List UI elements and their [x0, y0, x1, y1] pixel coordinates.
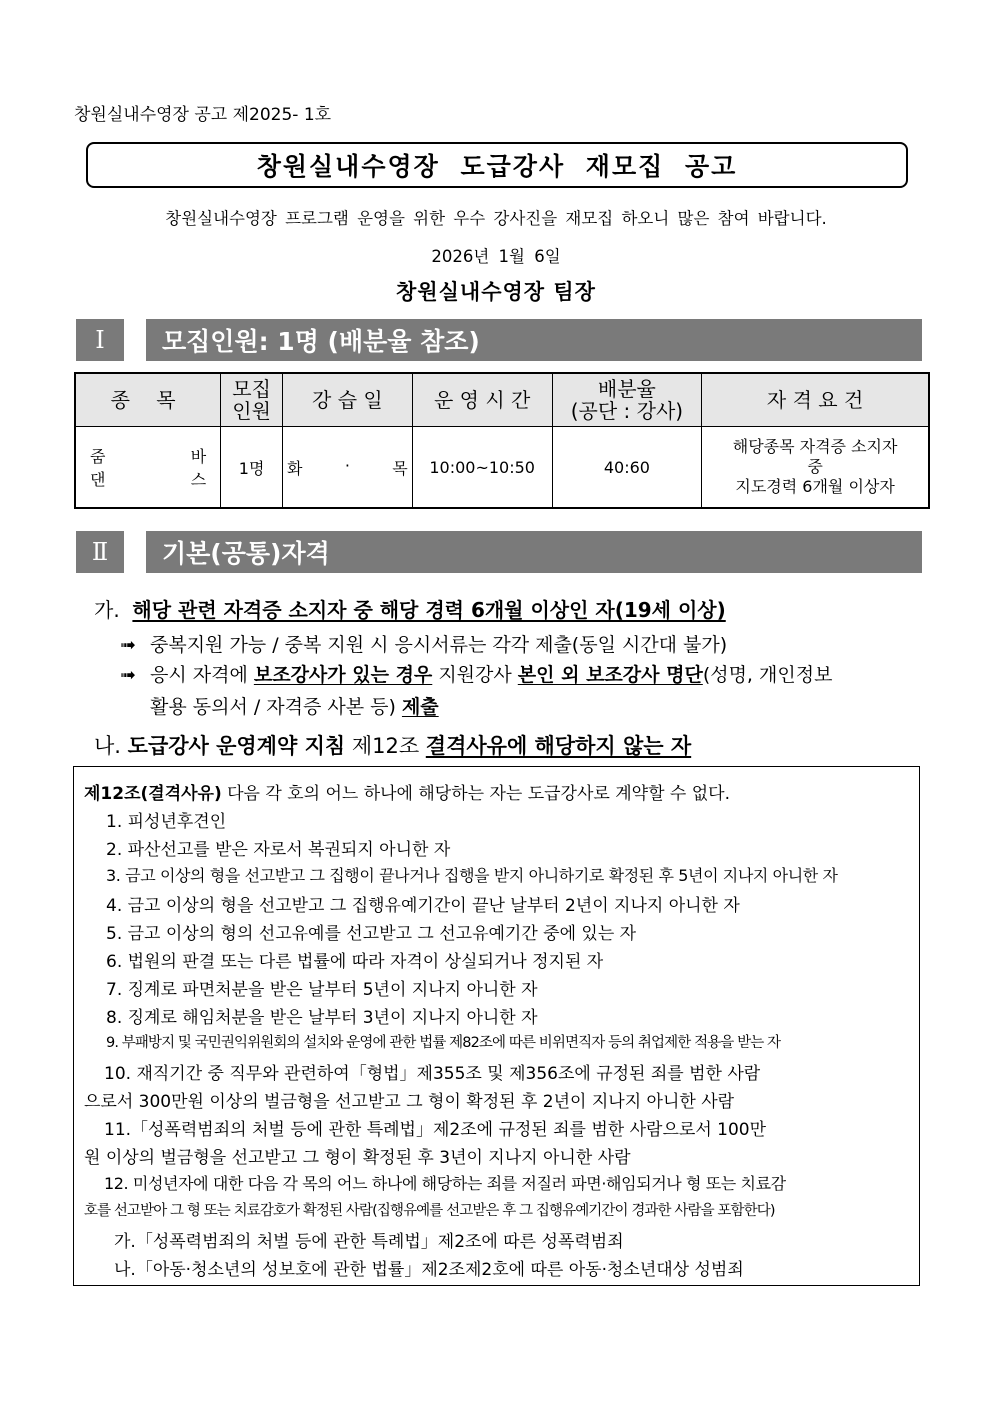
bullet-1: ➟ 중복지원 가능 / 중복 지원 시 응시서류는 각각 제출(동일 시간대 불가)	[120, 634, 728, 656]
rule-item: 나.「아동·청소년의 성보호에 관한 법률」제2조제2호에 따른 아동·청소년대상 성범죄	[114, 1260, 744, 1280]
rule-item: 1. 피성년후견인	[106, 812, 227, 832]
rule-item: 원 이상의 벌금형을 선고받고 그 형이 확정된 후 3년이 지나지 아니한 사람	[84, 1148, 631, 1168]
header-hours: 운 영 시 간	[412, 373, 552, 427]
rule-item: 9. 부패방지 및 국민권익위원회의 설치와 운영에 관한 법률 제82조에 따른 비위면직자 등의 취업제한 적용을 받는 자	[106, 1035, 781, 1051]
arrow-right-icon: ➟	[120, 664, 136, 686]
cell-days: 화 · 목	[283, 427, 413, 509]
qualification-ga: 가. 해당 관련 자격증 소지자 중 해당 경력 6개월 이상인 자(19세 이상)	[94, 598, 726, 622]
disqualification-rules-box	[73, 766, 920, 1286]
bullet-2-continued: 활용 동의서 / 자격증 사본 등) 제출	[150, 696, 439, 718]
cell-hours: 10:00~10:50	[412, 427, 552, 509]
header-sport: 종 목	[75, 373, 221, 427]
section-1-number: Ⅰ	[76, 319, 124, 361]
rules-heading: 제12조(결격사유) 다음 각 호의 어느 하나에 해당하는 자는 도급강사로 계약할 수 없다.	[84, 784, 730, 804]
header-ratio: 배분율 (공단 : 강사)	[552, 373, 702, 427]
cell-ratio: 40:60	[552, 427, 702, 509]
rule-item: 4. 금고 이상의 형을 선고받고 그 집행유예기간이 끝난 날부터 2년이 지나지 아니한 자	[106, 896, 740, 916]
rule-item: 10. 재직기간 중 직무와 관련하여「형법」제355조 및 제356조에 규정된 죄를 범한 사람	[104, 1064, 761, 1084]
rule-item: 12. 미성년자에 대한 다음 각 목의 어느 하나에 해당하는 죄를 저질러 파면·해임되거나 형 또는 치료감	[104, 1174, 786, 1193]
notice-number: 창원실내수영장 공고 제2025- 1호	[74, 105, 332, 125]
intro-text: 창원실내수영장 프로그램 운영을 위한 우수 강사진을 재모집 하오니 많은 참여 바랍니다.	[165, 209, 827, 228]
signer: 창원실내수영장 팀장	[396, 280, 596, 304]
section-2-title: 기본(공통)자격	[146, 531, 922, 573]
qualification-na: 나. 도급강사 운영계약 지침 제12조 결격사유에 해당하지 않는 자	[94, 734, 692, 758]
rule-item: 6. 법원의 판결 또는 다른 법률에 따라 자격이 상실되거나 정지된 자	[106, 952, 604, 972]
page-title: 창원실내수영장 도급강사 재모집 공고	[86, 142, 908, 188]
cell-count: 1명	[221, 427, 283, 509]
rule-item: 호를 선고받아 그 형 또는 치료감호가 확정된 사람(집행유예를 선고받은 후 그 집행유예기간이 경과한 사람을 포함한다)	[84, 1203, 775, 1219]
cell-qual: 해당종목 자격증 소지자 중 지도경력 6개월 이상자	[702, 427, 929, 509]
arrow-right-icon: ➟	[120, 634, 136, 656]
rule-item: 2. 파산선고를 받은 자로서 복권되지 아니한 자	[106, 840, 451, 860]
rule-item: 8. 징계로 해임처분을 받은 날부터 3년이 지나지 아니한 자	[106, 1008, 538, 1028]
table-header-row	[75, 373, 929, 427]
section-1-title: 모집인원: 1명 (배분율 참조)	[146, 319, 922, 361]
rule-item: 5. 금고 이상의 형의 선고유예를 선고받고 그 선고유예기간 중에 있는 자	[106, 924, 637, 944]
table-row	[75, 427, 929, 509]
notice-date: 2026년 1월 6일	[431, 247, 561, 266]
section-2-header	[76, 531, 922, 573]
rule-item: 으로서 300만원 이상의 벌금형을 선고받고 그 형이 확정된 후 2년이 지나지 아니한 사람	[84, 1092, 735, 1112]
rule-item: 가.「성폭력범죄의 처벌 등에 관한 특례법」제2조에 따른 성폭력범죄	[114, 1232, 624, 1252]
recruit-table	[74, 372, 930, 509]
header-days: 강 습 일	[283, 373, 413, 427]
section-1-header	[76, 319, 922, 361]
rule-item: 11.「성폭력범죄의 처벌 등에 관한 특례법」제2조에 규정된 죄를 범한 사람으로서 100만	[104, 1120, 767, 1140]
section-2-number: Ⅱ	[76, 531, 124, 573]
cell-sport: 줌 바 댄 스	[75, 427, 221, 509]
rule-item: 3. 금고 이상의 형을 선고받고 그 집행이 끝나거나 집행을 받지 아니하기로 확정된 후 5년이 지나지 아니한 자	[106, 866, 838, 885]
rule-item: 7. 징계로 파면처분을 받은 날부터 5년이 지나지 아니한 자	[106, 980, 538, 1000]
header-count: 모집 인원	[221, 373, 283, 427]
header-qual: 자 격 요 건	[702, 373, 929, 427]
bullet-2: ➟ 응시 자격에 보조강사가 있는 경우 지원강사 본인 외 보조강사 명단(성명, 개인정보	[120, 664, 833, 686]
